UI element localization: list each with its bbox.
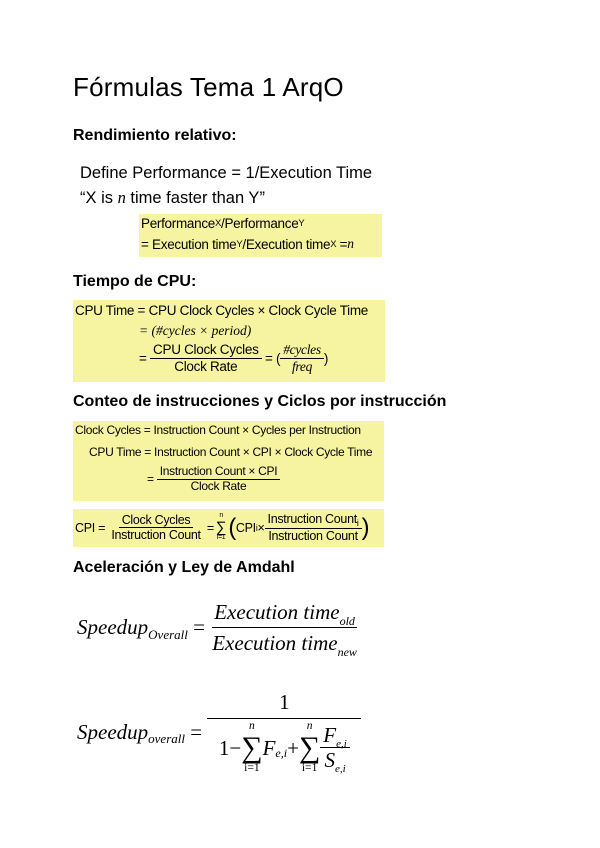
cpi-times: ×: [257, 520, 265, 535]
cpi-den: Instruction Count: [111, 528, 201, 543]
exec-slash: /: [242, 236, 246, 252]
f-symbol: F: [262, 735, 276, 760]
exec-new-label: Execution time: [212, 631, 338, 656]
exec-eq-label: = Execution time: [141, 236, 237, 252]
exec-new: [210, 628, 359, 660]
amdahl-eq: =: [190, 719, 203, 744]
cycles-period-line: = (#cycles × period): [139, 323, 252, 338]
exec-old: [212, 600, 357, 628]
cpi-sum-bottom: i=1: [216, 534, 226, 542]
heading-tiempo-cpu: Tiempo de CPU:: [73, 273, 197, 290]
cpi-num: Clock Cycles: [119, 513, 194, 528]
cpu-time-line: CPU Time = CPU Clock Cycles × Clock Cycle Time: [75, 303, 369, 318]
speedup-label-2: Speedup: [77, 719, 149, 744]
exec-n: n: [347, 236, 354, 251]
faster-suffix: time faster than Y”: [125, 189, 265, 207]
relative-performance-formula-box: [139, 214, 382, 257]
cpi-formula-box: [73, 509, 384, 547]
cpu-eq: =: [139, 350, 147, 366]
cpu-time-ic-line: CPU Time = Instruction Count × CPI × Clock Cycle Time: [89, 445, 373, 459]
se-den-sub: e,i: [334, 763, 346, 776]
perf-sub-x: X: [214, 218, 221, 229]
exec-sub-x: X: [330, 238, 337, 250]
cpu-close-paren: ): [323, 350, 329, 366]
cpi-eq: =: [206, 520, 214, 535]
page-title: Fórmulas Tema 1 ArqO: [73, 72, 344, 102]
ic-i-num-label: Instruction Count: [267, 512, 357, 526]
open-paren: (: [228, 513, 236, 541]
cpu-time-fraction-line: [139, 342, 328, 374]
exec-eq-n: =: [339, 236, 348, 252]
cpu-eq2: = (: [264, 350, 281, 366]
clock-cycles-line: Clock Cycles = Instruction Count × Cycles per Instruction: [75, 423, 361, 437]
cpu-time-ic-fraction-line: [147, 465, 280, 494]
fe-num-sub: e,i: [336, 738, 347, 751]
perf-sub-y: Y: [298, 218, 305, 229]
perf-slash: /: [220, 216, 225, 231]
perf-ratio-line: [141, 216, 304, 231]
amdahl-numerator: 1: [207, 690, 361, 719]
sum-fe-top: n: [248, 720, 255, 733]
speedup-ratio-formula: [77, 600, 359, 660]
se-den: [321, 748, 348, 776]
perf-label-x: Performance: [141, 216, 215, 231]
exec-sub-y: Y: [236, 238, 243, 250]
ic-num: Instruction Count × CPI: [157, 465, 281, 480]
cpi-label: CPI =: [75, 520, 106, 535]
close-paren: ): [361, 513, 370, 541]
new-sub: new: [337, 645, 357, 660]
sum-fe-bottom: i=1: [244, 761, 260, 774]
old-sub: old: [339, 614, 355, 628]
cycles-over-freq: [280, 342, 324, 374]
amdahl-denominator: [216, 719, 353, 774]
exec-time-ratio: [210, 600, 359, 660]
heading-rendimiento-relativo: Rendimiento relativo:: [73, 127, 237, 144]
cpi-sum: [216, 513, 226, 542]
plus-sign: +: [287, 735, 299, 760]
sum-fs: [299, 721, 320, 774]
speedup-eq: =: [193, 615, 205, 640]
ic-total-den: Instruction Count: [268, 529, 358, 544]
se-den-s: S: [324, 748, 335, 773]
speedup-label: Speedup: [77, 615, 149, 640]
ic-den: Clock Rate: [190, 478, 247, 493]
cpi-i-sub: i: [255, 522, 258, 533]
sigma-symbol-3: ∑: [298, 730, 321, 764]
ic-eq: =: [147, 472, 154, 487]
cycles-num: #cycles: [280, 342, 324, 359]
overall-sub: Overall: [148, 626, 188, 642]
exec-label-x: Execution time: [245, 236, 331, 252]
fe-num: [320, 723, 350, 751]
heading-amdahl: Aceleración y Ley de Amdahl: [73, 559, 295, 576]
sigma-symbol-2: ∑: [241, 730, 263, 764]
faster-prefix: “X is: [80, 189, 118, 207]
ic-i-num: [265, 512, 362, 529]
sum-fs-top: n: [306, 720, 313, 733]
cpu-cycles-over-rate: [150, 342, 261, 374]
freq-den: freq: [291, 358, 313, 374]
faster-than-statement: [80, 188, 265, 208]
cpu-time-formula-box: [73, 300, 385, 382]
cpi-fraction: [108, 513, 203, 543]
sum-fe: [241, 721, 262, 774]
cpi-i-label: CPI: [235, 520, 256, 535]
perf-label-y: Performance: [224, 216, 299, 231]
ic-i-sub: i: [356, 518, 359, 529]
performance-definition: Define Performance = 1/Execution Time: [80, 164, 373, 182]
ic-cpi-over-rate: [157, 465, 281, 494]
heading-conteo-instrucciones: Conteo de instrucciones y Ciclos por instrucción: [73, 393, 447, 410]
cpu-den: Clock Rate: [174, 358, 238, 374]
sigma-symbol: ∑: [215, 519, 227, 537]
exec-old-label: Execution time: [214, 600, 340, 624]
f-sub: e,i: [275, 745, 288, 760]
cpu-num: CPU Clock Cycles: [150, 342, 261, 359]
instruction-count-formula-box: [73, 421, 384, 501]
ic-i-fraction: [265, 512, 362, 544]
faster-n: n: [117, 188, 126, 207]
exec-ratio-line: [141, 236, 354, 252]
cpi-line: [75, 512, 369, 544]
amdahl-law-formula: [77, 690, 361, 774]
fe-num-f: F: [323, 723, 337, 748]
f-over-s: [320, 723, 350, 776]
sum-fs-bottom: i=1: [301, 761, 318, 774]
amdahl-fraction: [207, 690, 361, 774]
one-minus: 1−: [218, 735, 242, 760]
cpi-sum-top: n: [219, 512, 223, 520]
overall-sub-2: overall: [148, 731, 185, 747]
